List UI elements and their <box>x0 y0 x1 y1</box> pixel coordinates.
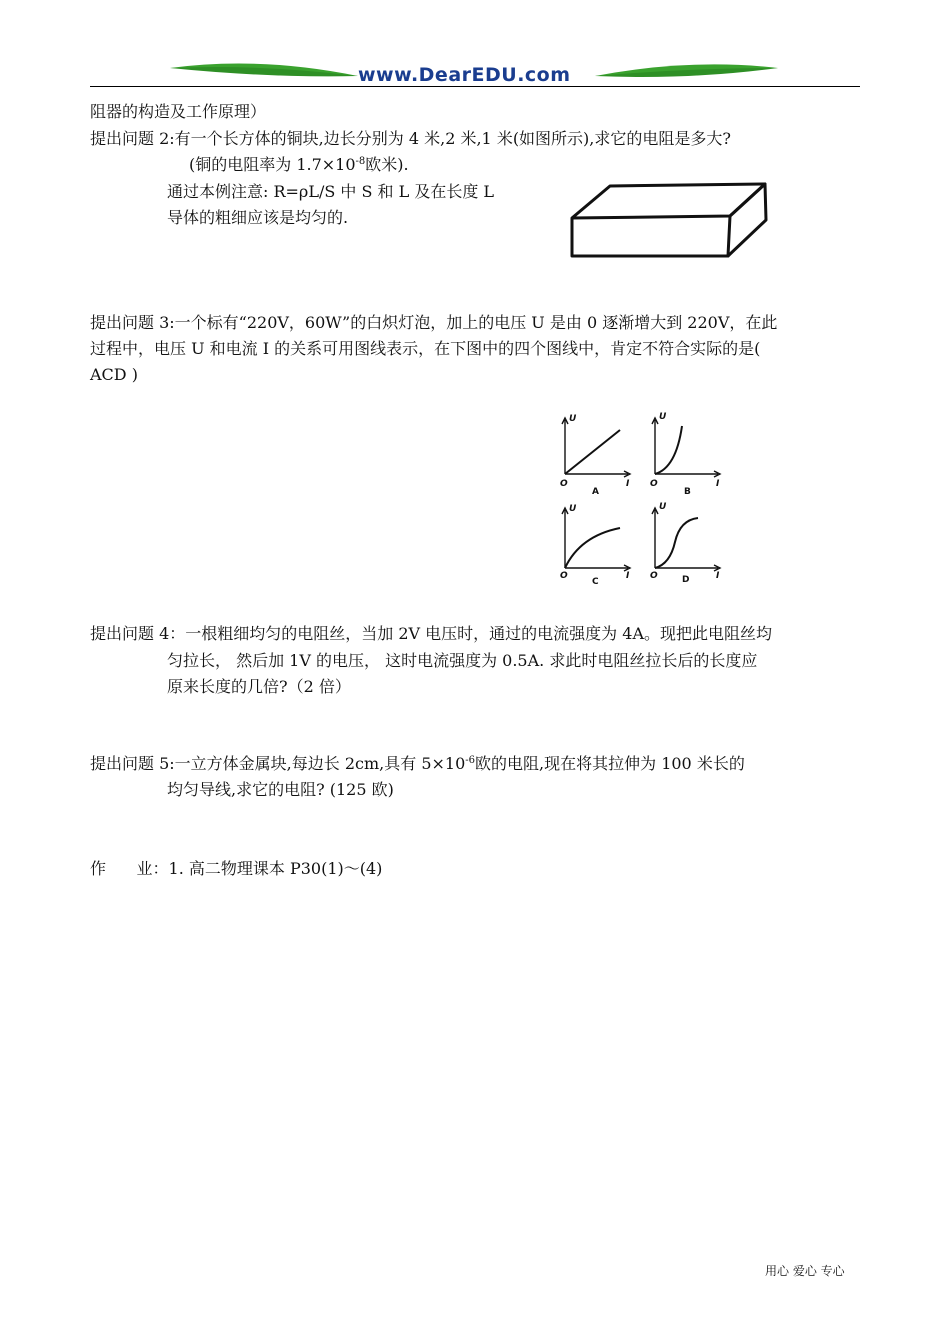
resistivity-exponent: -8 <box>355 156 366 167</box>
graph-d-origin: O <box>650 571 658 581</box>
homework-label: 作 业： <box>90 859 169 878</box>
graph-a-axis-u: U <box>569 414 577 424</box>
graph-c-axis-i: I <box>626 571 630 581</box>
graph-d <box>652 508 720 571</box>
homework-line <box>90 858 382 880</box>
question-5-exponent: -6 <box>465 755 476 766</box>
graph-b-axis-i: I <box>716 479 720 489</box>
graph-d-axis-u: U <box>659 502 667 512</box>
question-3-answer: ACD ) <box>90 365 138 384</box>
graph-a-axis-i: I <box>626 479 630 489</box>
block-side-face <box>728 184 766 256</box>
header-divider <box>90 86 860 87</box>
graph-b <box>652 418 720 477</box>
resistivity-unit: 欧米). <box>365 155 409 174</box>
homework-text: 1. 高二物理课本 P30(1)～(4) <box>168 859 383 878</box>
question-2-text: 有一个长方体的铜块,边长分别为 4 米,2 米,1 米(如图所示),求它的电阻是多大? <box>174 129 731 148</box>
question-2-note-1: 通过本例注意: R=ρL/S 中 S 和 L 及在长度 L <box>167 182 495 201</box>
question-5-line-2: 均匀导线,求它的电阻? (125 欧) <box>167 780 394 799</box>
question-5-line-1 <box>90 753 745 775</box>
graph-a-label: A <box>592 487 599 497</box>
question-5-text-b: 欧的电阻,现在将其拉伸为 100 米长的 <box>475 754 745 773</box>
ui-graphs-figure <box>548 408 738 586</box>
question-4-line-2: 匀拉长， 然后加 1V 的电压， 这时电流强度为 0.5A. 求此时电阻丝拉长后的长度应 <box>167 651 758 670</box>
graph-b-origin: O <box>650 479 658 489</box>
graph-b-label: B <box>684 487 691 497</box>
graph-d-label: D <box>682 575 690 585</box>
question-3-line-2: 过程中，电压 U 和电流 I 的关系可用图线表示，在下图中的四个图线中，肯定不符合实际的是( <box>90 339 761 358</box>
question-2-line-2 <box>189 154 409 176</box>
graph-c-label: C <box>592 577 599 586</box>
graph-d-axis-i: I <box>716 571 720 581</box>
question-4-line-3: 原来长度的几倍?（2 倍） <box>167 677 351 696</box>
question-2-note-2: 导体的粗细应该是均匀的. <box>167 208 349 227</box>
question-4-line-1: 提出问题 4：一根粗细均匀的电阻丝，当加 2V 电压时，通过的电流强度为 4A。现把此电阻丝均 <box>90 624 772 643</box>
text-line-intro: 阻器的构造及工作原理） <box>90 102 267 121</box>
graph-c-axis-u: U <box>569 504 577 514</box>
question-5-text-a: 提出问题 5:一立方体金属块,每边长 2cm,具有 5×10 <box>90 754 466 773</box>
footer-slogan: 用心 爱心 专心 <box>765 1264 845 1278</box>
question-2-label: 提出问题 2: <box>90 129 175 148</box>
site-logo-text[interactable]: www.DearEDU.com <box>358 64 571 86</box>
graph-a-origin: O <box>560 479 568 489</box>
copper-block-figure <box>560 176 775 268</box>
graph-c <box>562 508 630 571</box>
question-2-line-1 <box>90 128 731 150</box>
resistivity-text: (铜的电阻率为 1.7×10 <box>189 155 356 174</box>
graph-c-origin: O <box>560 571 568 581</box>
graph-a <box>562 418 630 477</box>
graph-b-axis-u: U <box>659 412 667 422</box>
block-front-face <box>572 216 730 256</box>
question-3-line-1: 提出问题 3:一个标有“220V，60W”的白炽灯泡，加上的电压 U 是由 0 逐渐增大到 220V，在此 <box>90 313 778 332</box>
block-top-face <box>572 184 765 218</box>
